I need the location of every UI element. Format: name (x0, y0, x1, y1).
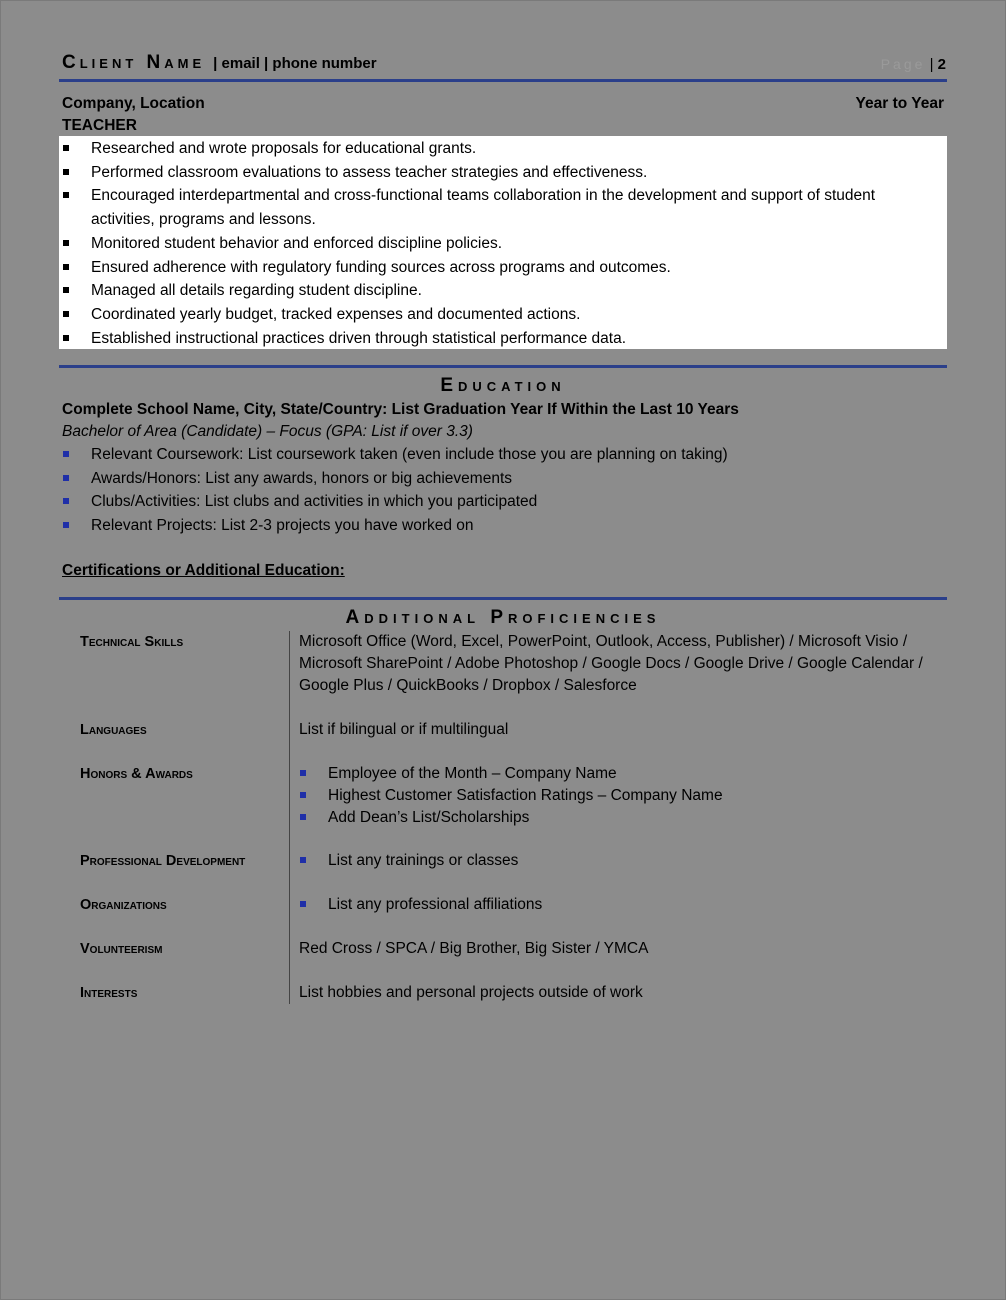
languages-value: List if bilingual or if multilingual (299, 721, 509, 738)
proficiencies-divider (289, 631, 290, 1004)
education-section-title: Education (440, 375, 566, 396)
list-item: List any professional affiliations (299, 894, 939, 916)
organizations-label: Organizations (80, 897, 167, 913)
honors-awards-label: Honors & Awards (80, 766, 193, 782)
professional-development-label: Professional Development (80, 853, 246, 869)
list-item: Monitored student behavior and enforced discipline policies. (62, 232, 942, 256)
page-indicator (881, 56, 946, 73)
list-item: Highest Customer Satisfaction Ratings – Company Name (299, 785, 939, 807)
header-rule (59, 79, 947, 82)
proficiencies-section-title: Additional Proficiencies (345, 607, 661, 628)
job-title: TEACHER (62, 117, 137, 134)
technical-skills-label: Technical Skills (80, 634, 184, 650)
list-item: Relevant Projects: List 2-3 projects you have worked on (62, 514, 942, 538)
list-item: List any trainings or classes (299, 850, 939, 872)
technical-skills-value: Microsoft Office (Word, Excel, PowerPoint, Outlook, Access, Publisher) / Microsoft Visio / Microsoft SharePoint / Adobe Photoshop / Google Docs / Google Drive / Google Calendar / Google Plus / QuickBooks / Dropbox / Salesforce (299, 633, 923, 694)
client-name: Client Name (62, 52, 206, 73)
list-item: Coordinated yearly budget, tracked expenses and documented actions. (62, 303, 942, 327)
list-item: Relevant Coursework: List coursework taken (even include those you are planning on taking) (62, 443, 942, 467)
list-item: Employee of the Month – Company Name (299, 763, 939, 785)
interests-label: Interests (80, 985, 138, 1001)
page-separator: | (929, 56, 934, 73)
honors-awards-list (299, 763, 939, 829)
volunteerism-value: Red Cross / SPCA / Big Brother, Big Sister / YMCA (299, 940, 649, 957)
professional-development-list (299, 850, 939, 872)
degree: Bachelor of Area (Candidate) – Focus (GPA: List if over 3.3) (62, 423, 473, 440)
languages-label: Languages (80, 722, 147, 738)
proficiencies-rule (59, 597, 947, 600)
school-name: Complete School Name, City, State/Country: List Graduation Year If Within the Last 10 Years (62, 401, 739, 418)
interests-value: List hobbies and personal projects outside of work (299, 984, 643, 1001)
list-item: Ensured adherence with regulatory funding sources across programs and outcomes. (62, 256, 942, 280)
list-item: Established instructional practices driven through statistical performance data. (62, 327, 942, 351)
list-item: Clubs/Activities: List clubs and activities in which you participated (62, 490, 942, 514)
list-item: Researched and wrote proposals for educational grants. (62, 137, 942, 161)
experience-bullets (62, 137, 942, 350)
list-item: Encouraged interdepartmental and cross-functional teams collaboration in the development and support of student activities, programs and lessons. (62, 184, 942, 231)
page-word: Page (880, 56, 926, 72)
job-header (62, 95, 944, 113)
organizations-list (299, 894, 939, 916)
certifications-heading: Certifications or Additional Education: (62, 562, 345, 579)
page-header (62, 52, 946, 78)
company-location: Company, Location (62, 95, 205, 112)
contact-info: | email | phone number (213, 55, 377, 72)
volunteerism-label: Volunteerism (80, 941, 163, 957)
job-dates: Year to Year (855, 95, 944, 112)
list-item: Awards/Honors: List any awards, honors or big achievements (62, 467, 942, 491)
list-item: Performed classroom evaluations to assess teacher strategies and effectiveness. (62, 161, 942, 185)
education-bullets (62, 443, 942, 538)
page-number: 2 (937, 56, 946, 73)
list-item: Add Dean’s List/Scholarships (299, 807, 939, 829)
education-rule (59, 365, 947, 368)
list-item: Managed all details regarding student discipline. (62, 279, 942, 303)
